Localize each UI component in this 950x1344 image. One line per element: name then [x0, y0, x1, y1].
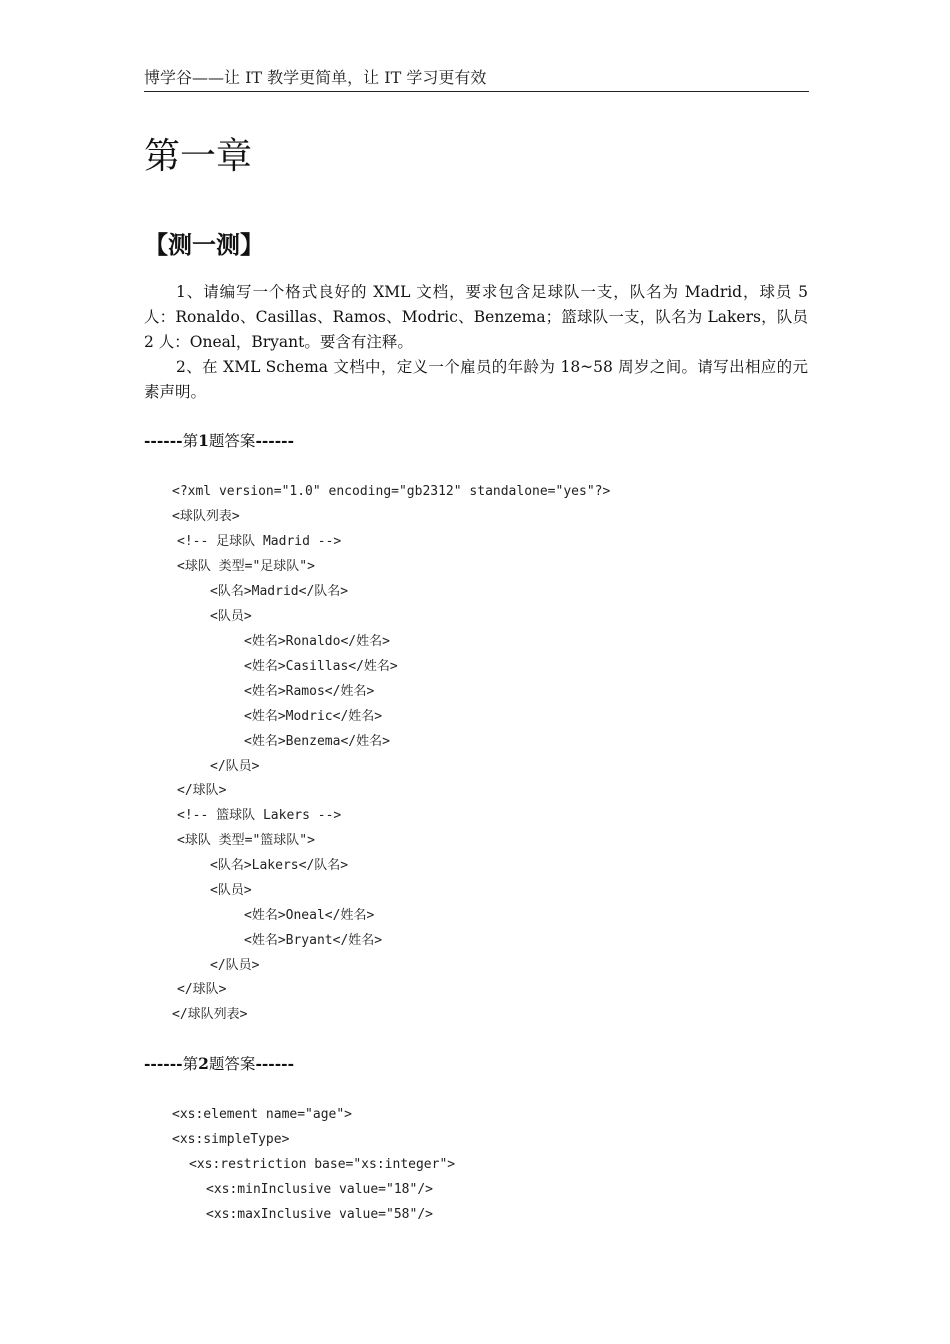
code-line: </球队> [177, 783, 227, 798]
heading-dashes: ------ [144, 1054, 183, 1073]
question-1: 1、请编写一个格式良好的 XML 文档，要求包含足球队一支，队名为 Madrid，球员 5 人：Ronaldo、Casillas、Ramos、Modric、Benzema；篮球队一支，队名为 Lakers，队员 2 人：Oneal，Bryant。要含有注释。 [144, 283, 808, 351]
heading-dashes: ------ [255, 1054, 295, 1073]
code-line: </球队> [177, 982, 227, 997]
heading-dashes: ------ [144, 431, 183, 450]
code-line: </队员> [210, 759, 260, 774]
code-line: <队员> [210, 883, 252, 898]
code-line: <!-- 足球队 Madrid --> [177, 534, 342, 549]
code-line: <xs:element name="age"> [172, 1107, 353, 1122]
heading-text: 第 [182, 432, 199, 450]
code-line: <姓名>Ramos</姓名> [244, 684, 375, 699]
heading-dashes: ------ [255, 431, 295, 450]
code-line: <xs:maxInclusive value="58"/> [206, 1207, 433, 1222]
code-line: <球队列表> [172, 509, 240, 524]
code-line: </队员> [210, 958, 260, 973]
code-line: <队员> [210, 609, 252, 624]
code-line: <姓名>Modric</姓名> [244, 709, 383, 724]
answer-1-heading [144, 430, 294, 452]
code-line: <姓名>Ronaldo</姓名> [244, 634, 390, 649]
chapter-title: 第一章 [144, 136, 253, 177]
code-line: <姓名>Casillas</姓名> [244, 659, 398, 674]
heading-number: 1 [198, 431, 209, 450]
question-2: 2、在 XML Schema 文档中，定义一个雇员的年龄为 18~58 周岁之间。请写出相应的元素声明。 [144, 358, 808, 401]
section-title: 【测一测】 [144, 231, 264, 259]
header-divider [144, 91, 809, 92]
code-line: <xs:restriction base="xs:integer"> [189, 1157, 456, 1172]
code-line: <队名>Lakers</队名> [210, 858, 349, 873]
heading-text: 第 [182, 1055, 199, 1073]
code-line: <姓名>Bryant</姓名> [244, 933, 383, 948]
page-header: 博学谷——让 IT 教学更简单，让 IT 学习更有效 [144, 68, 487, 87]
code-line: <队名>Madrid</队名> [210, 584, 349, 599]
code-line: <xs:minInclusive value="18"/> [206, 1182, 433, 1197]
heading-number: 2 [198, 1054, 209, 1073]
code-line: <球队 类型="足球队"> [177, 559, 315, 574]
code-line: <?xml version="1.0" encoding="gb2312" standalone="yes"?> [172, 484, 611, 499]
code-line: <姓名>Benzema</姓名> [244, 734, 390, 749]
answer-2-heading [144, 1053, 294, 1075]
heading-text: 题答案 [208, 1055, 256, 1073]
code-line: <xs:simpleType> [172, 1132, 290, 1147]
code-line: <球队 类型="篮球队"> [177, 833, 315, 848]
code-line: <!-- 篮球队 Lakers --> [177, 808, 342, 823]
heading-text: 题答案 [208, 432, 256, 450]
code-line: </球队列表> [172, 1007, 248, 1022]
code-line: <姓名>Oneal</姓名> [244, 908, 375, 923]
question-list [144, 280, 808, 405]
